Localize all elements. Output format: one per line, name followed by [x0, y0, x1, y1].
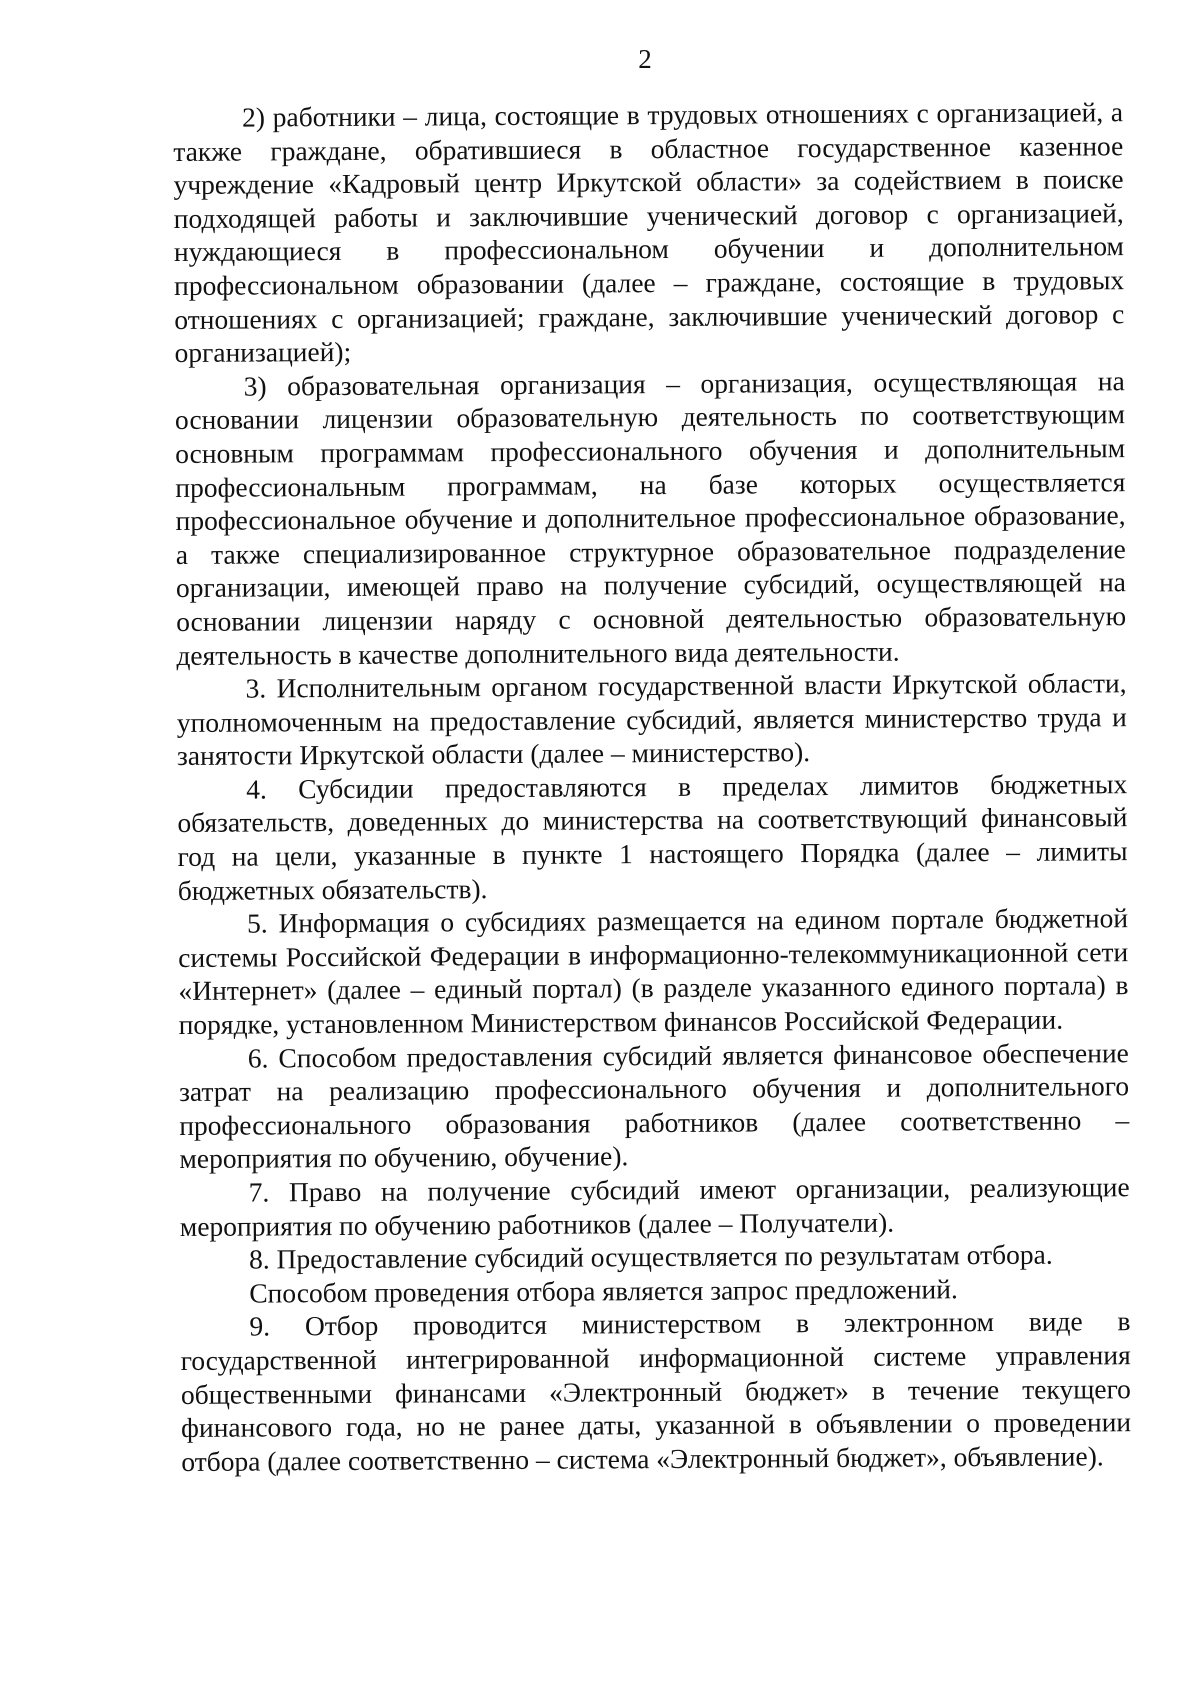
paragraph-3-executive-body: 3. Исполнительным органом государственной власти Иркутской области, уполномоченным на предоставление субсидий, является министерство труда и занятости Иркутской области (далее – министерство).	[176, 667, 1127, 772]
paragraph-4-subsidy-limits: 4. Субсидии предоставляются в пределах лимитов бюджетных обязательств, доведенных до министерства на соответствующий финансовый год на цели, указанные в пункте 1 настоящего Порядка (далее – лимиты бюджетных обязательств).	[177, 768, 1128, 906]
paragraph-5-information-placement: 5. Информация о субсидиях размещается на едином портале бюджетной системы Российской Федерации в информационно-телекоммуникационной сети «Интернет» (далее – единый портал) (в разделе указанного единого портала) в порядке, установленном Министерством финансов Российской Федерации.	[178, 902, 1129, 1041]
page-number: 2	[638, 44, 652, 74]
paragraph-6-subsidy-method: 6. Способом предоставления субсидий является финансовое обеспечение затрат на реализацию профессионального обучения и дополнительного профессионального образования работников (далее соответственно – мероприятия по обучению, обучение).	[178, 1036, 1130, 1175]
paragraph-7-eligibility: 7. Право на получение субсидий имеют организации, реализующие мероприятия по обучению работников (далее – Получатели).	[179, 1171, 1130, 1242]
paragraph-9-selection-procedure: 9. Отбор проводится министерством в электронном виде в государственной интегрированной информационной системе управления общественными финансами «Электронный бюджет» в течение текущего финансового года, но не ранее даты, указанной в объявлении о проведении отбора (далее соответственно – система «Электронный бюджет», объявление).	[180, 1305, 1132, 1477]
paragraph-8-selection-method: Способом проведения отбора является запрос предложений.	[249, 1273, 958, 1309]
paragraph-8-selection: 8. Предоставление субсидий осуществляется по результатам отбора.	[248, 1238, 1053, 1275]
paragraph-item-2-workers: 2) работники – лица, состоящие в трудовых отношениях с организацией, а также граждане, обратившиеся в областное государственное казенное учреждение «Кадровый центр Иркутской области» за содействием в поиске подходящей работы и заключившие ученический договор с организацией, нуждающиеся в профессиональном обучении и дополнительном профессиональном образовании (далее – граждане, состоящие в трудовых отношениях с организацией; граждане, заключившие ученический договор с организацией);	[173, 96, 1125, 369]
document-body	[173, 95, 1131, 1478]
paragraph-item-3-educational-organization: 3) образовательная организация – организация, осуществляющая на основании лицензии образовательную деятельность по соответствующим основным программам профессионального обучения и дополнительным профессиональным программам, на базе которых осуществляется профессиональное обучение и дополнительное профессиональное образование, а также специализированное структурное образовательное подразделение организации, имеющей право на получение субсидий, осуществляющей на основании лицензии наряду с основной деятельностью образовательную деятельность в качестве дополнительного вида деятельности.	[174, 364, 1127, 671]
